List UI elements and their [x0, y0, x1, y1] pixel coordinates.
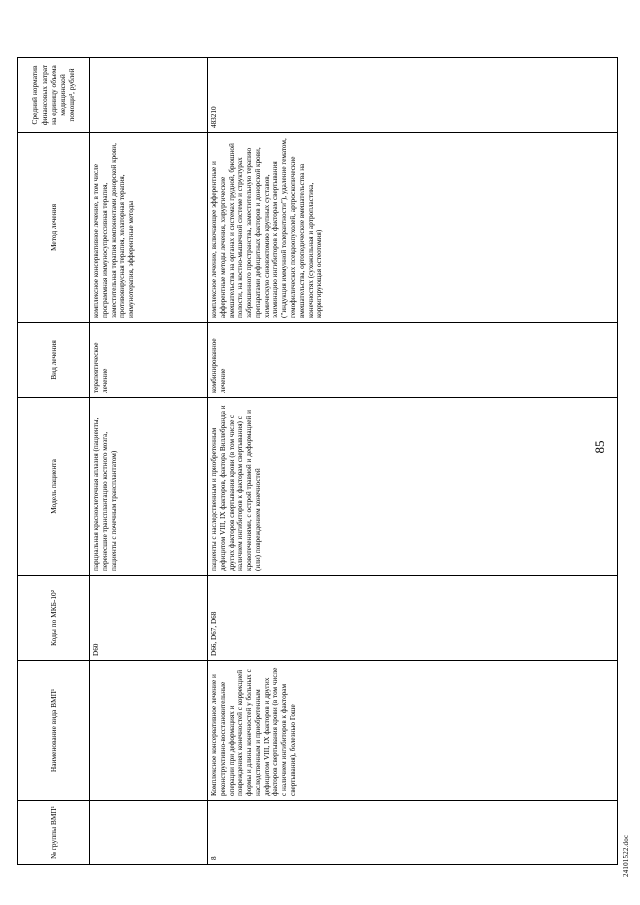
row-type: комбинированное лечение: [208, 323, 618, 398]
row-method: комплексное лечение, включающее эфферентные и афферентные методы лечения, хирургические вмешательства на органах и системах грудной, брюшной полости, на костно-мышечной системе и структурах забрюшинного пространства, заместительную терапию препаратами дефицитных факторов и донорской крови, химическую синовэктомию крупных суставов, элиминацию ингибиторов к факторам свертывания ("индукция иммунной толерантности"), удаление гематом, гемофилических псевдоопухолей, артроскопические вмешательства, ортопедические вмешательства на конечностях (сухожильная и артропластика, корригирующая остеотомия): [208, 133, 618, 323]
header-codes: Коды по МКБ-10²: [18, 576, 90, 661]
row-cost: [90, 58, 208, 133]
page-number: 85: [592, 440, 607, 454]
table-row: [90, 58, 208, 865]
row-method: комплексное консервативное лечение, в том числе программная иммуносупрессивная терапия, заместительная терапия компонентами донорской крови, противовирусная терапия, хелаторная терапия, иммунотерапия, эфферентные методы: [90, 133, 208, 323]
row-model: парциальная красноклеточная аплазия (пациенты, перенесшие трансплантацию костного мозга, пациенты с почечным трансплантатом): [90, 398, 208, 576]
table-row: [208, 58, 618, 865]
row-cost: 483210: [208, 58, 618, 133]
header-group: № группы ВМП¹: [18, 801, 90, 865]
vmp-table: [17, 57, 618, 865]
header-name: Наименование вида ВМП¹: [18, 661, 90, 801]
row-group: [90, 801, 208, 865]
row-codes: D60: [90, 576, 208, 661]
header-cost: Средний норматив финансовых затрат на единицу объема медицинской помощи³, рублей: [18, 58, 90, 133]
row-codes: D66, D67, D68: [208, 576, 618, 661]
header-type: Вид лечения: [18, 323, 90, 398]
header-row: [18, 58, 90, 865]
header-method: Метод лечения: [18, 133, 90, 323]
row-name: Комплексное консервативное лечение и реконструктивно-восстановительные операции при деформациях и повреждениях конечностей с коррекцией формы и длины конечностей у больных с наследственным и приобретенным дефицитом VIII, IX факторов и других факторов свертывания крови (в том числе с наличием ингибиторов к факторам свертывания), болезнью Гоше: [208, 661, 618, 801]
row-group: 8: [208, 801, 618, 865]
row-type: терапевтическое лечение: [90, 323, 208, 398]
header-model: Модель пациента: [18, 398, 90, 576]
row-name: [90, 661, 208, 801]
footer-filename: 24101522.doc: [622, 834, 630, 877]
row-model: пациенты с наследственным и приобретенным дефицитом VIII, IX факторов, фактора Виллебранда и других факторов свертывания крови (в том числе с наличием ингибиторов к факторам свертывания) с кровотечениями, с острой травмой и деформацией и (или) повреждением конечностей: [208, 398, 618, 576]
